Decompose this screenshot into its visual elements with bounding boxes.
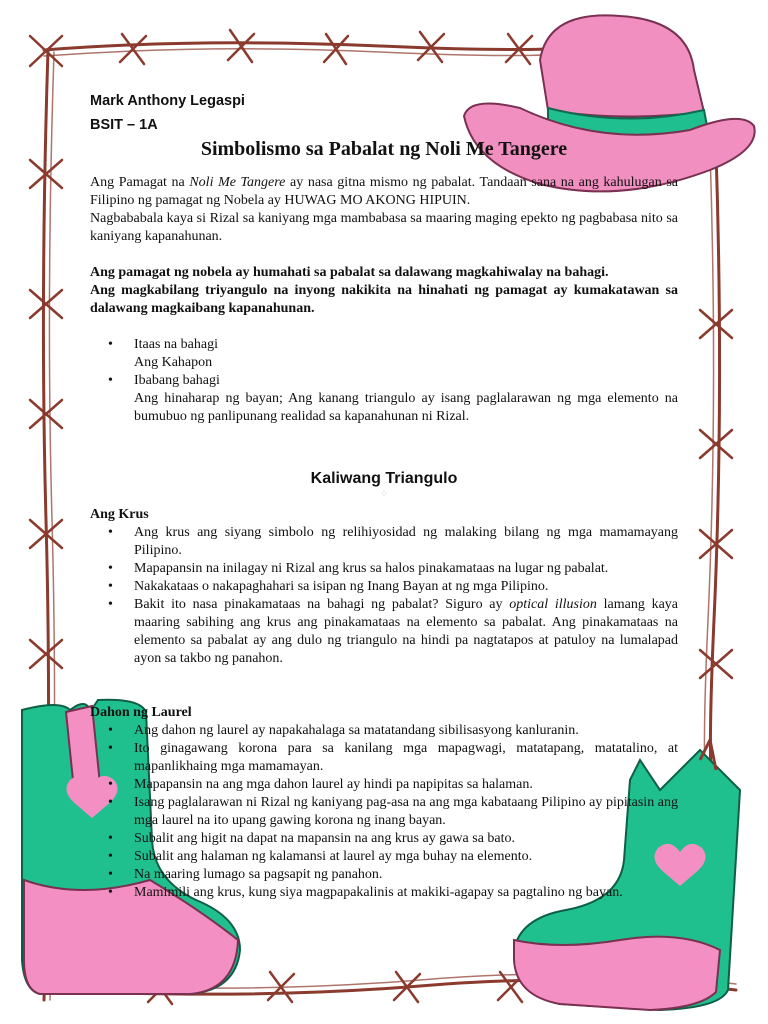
laurel-heading: Dahon ng Laurel — [90, 705, 192, 720]
list-item: • Subalit ang halaman ng kalamansi at laurel ay mga buhay na elemento. — [134, 848, 678, 866]
krus-heading: Ang Krus — [90, 507, 149, 522]
krus-list — [90, 524, 678, 668]
list-item: • Itaas na bahagi Ang Kahapon — [134, 336, 678, 372]
document-content — [90, 92, 678, 902]
list-item: • Nakakataas o nakapaghahari sa isipan ng Inang Bayan at ng mga Pilipino. — [134, 578, 678, 596]
course-section: BSIT – 1A — [90, 117, 158, 133]
intro-paragraph-1: Ang Pamagat na Noli Me Tangere ay nasa gitna mismo ng pabalat. Tandaan sana na ang kahulugan sa Filipino ng pamagat ng Nobela ay HUWAG MO AKONG HIPUIN. — [90, 175, 678, 208]
parts-list — [90, 336, 678, 426]
list-item: • Ibabang bahagi Ang hinaharap ng bayan; Ang kanang triangulo ay isang paglalarawan ng mga elemento na bumubuo ng panlipunang realidad sa kapanahunan ni Rizal. — [134, 372, 678, 426]
bold-paragraph-line-2: Ang magkabilang triyangulo na inyong nakikita na hinahati ng pamagat ay kumakatawan sa dalawang magkaibang kapanahunan. — [90, 283, 678, 316]
list-item: • Mamimili ang krus, kung siya magpapakalinis at makiki-agapay sa pagtalino ng bayan. — [134, 884, 678, 902]
section-title: Kaliwang Triangulo — [310, 470, 458, 487]
list-item: • Bakit ito nasa pinakamataas na bahagi ng pabalat? Siguro ay optical illusion lamang kaya maaring sabihing ang krus ang pinakamataas na elemento sa pabalat. Ang pinakamataas na elemento sa pabalat ay ang dulo ng triangulo na hindi pa nagtatapos at patuloy na lumalapad ayon sa takbo ng panahon. — [134, 596, 678, 668]
list-item: • Isang paglalarawan ni Rizal ng kaniyang pag-asa na ang mga kabataang Pilipino ay pipitasin ang mga laurel na ito upang gawing korona ng inang bayan. — [134, 794, 678, 830]
bold-paragraph-line-1: Ang pamagat ng nobela ay humahati sa pabalat sa dalawang magkahiwalay na bahagi. — [90, 265, 609, 280]
faint-mark: ⁘ — [379, 489, 389, 500]
title-italic: Noli Me Tangere — [189, 175, 286, 190]
list-item: • Na maaring lumago sa pagsapit ng panahon. — [134, 866, 678, 884]
laurel-list — [90, 722, 678, 902]
list-item: • Subalit ang higit na dapat na mapansin na ang krus ay gawa sa bato. — [134, 830, 678, 848]
list-item: • Ang dahon ng laurel ay napakahalaga sa matatandang sibilisasyong kanluranin. — [134, 722, 678, 740]
author-name: Mark Anthony Legaspi — [90, 93, 245, 109]
list-item: • Ang krus ang siyang simbolo ng relihiyosidad ng malaking bilang ng mga mamamayang Pilipino. — [134, 524, 678, 560]
list-item: • Mapapansin na inilagay ni Rizal ang krus sa halos pinakamataas na lugar ng pabalat. — [134, 560, 678, 578]
list-item: • Mapapansin na ang mga dahon laurel ay hindi pa napipitas sa halaman. — [134, 776, 678, 794]
intro-paragraph-2: Nagbababala kaya si Rizal sa kaniyang mga mambabasa sa maaring maging epekto ng pagbabasa nito sa kaniyang kapanahunan. — [90, 211, 678, 244]
list-item: • Ito ginagawang korona para sa kanilang mga mapagwagi, matatapang, matatalino, at mapanlikhaing mga mamamayan. — [134, 740, 678, 776]
page-title: Simbolismo sa Pabalat ng Noli Me Tangere — [200, 138, 568, 160]
